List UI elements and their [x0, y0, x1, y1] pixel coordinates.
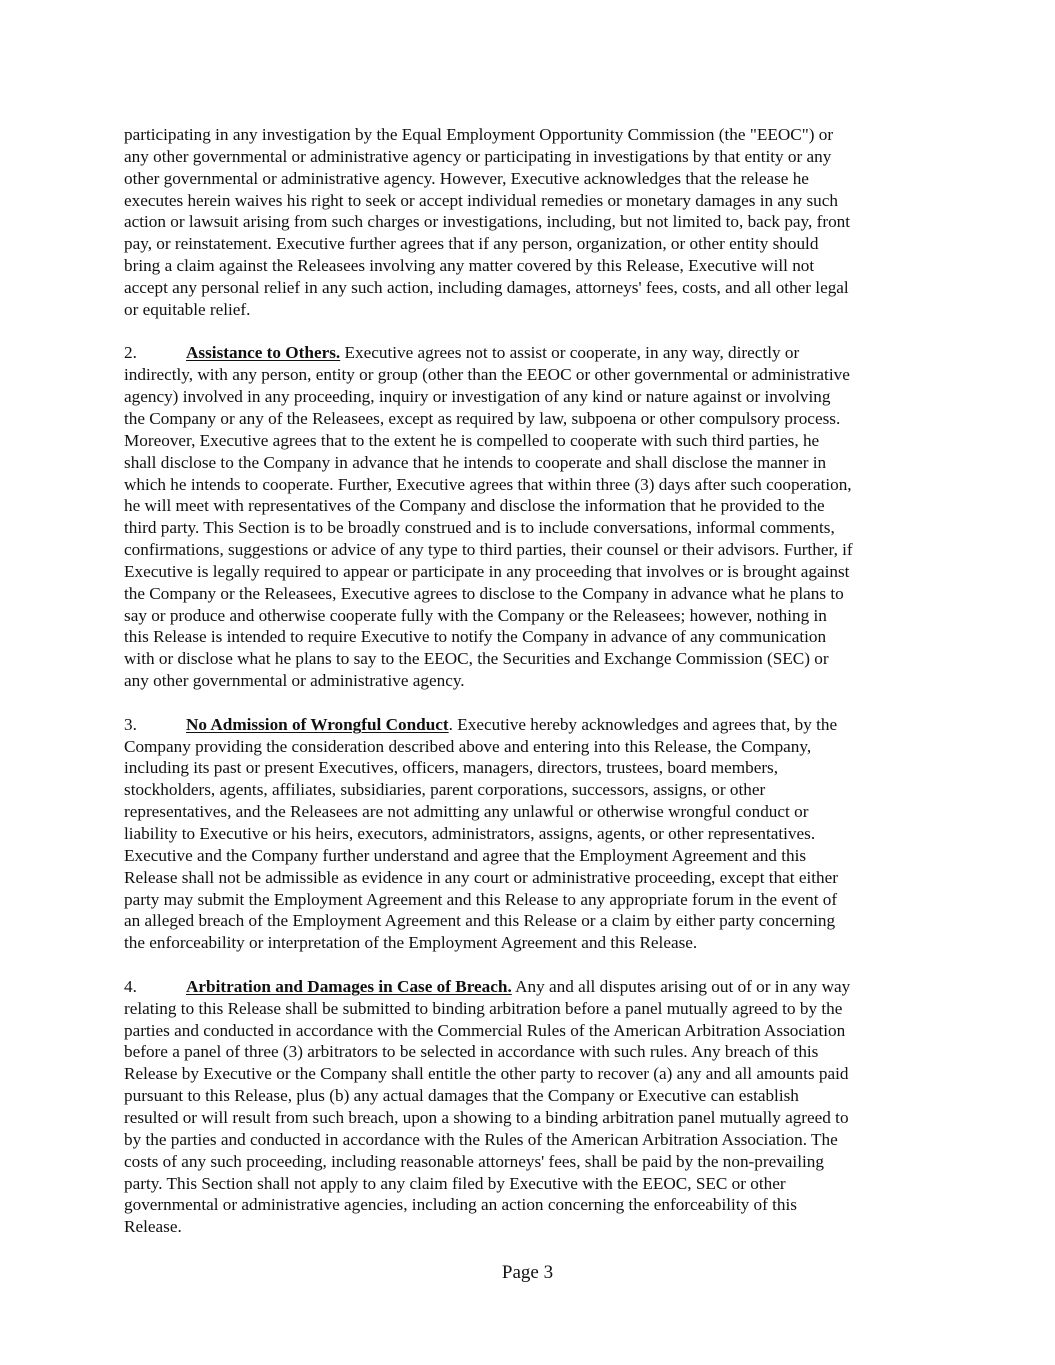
text-line: this Release is intended to require Executive to notify the Company in advance of any communication — [124, 627, 827, 647]
text-line: any other governmental or administrative agency. — [124, 671, 465, 691]
text-line: any other governmental or administrative agency or participating in investigations by that entity or any — [124, 146, 832, 166]
text-line: party. This Section shall not apply to any claim filed by Executive with the EEOC, SEC or other — [124, 1173, 786, 1193]
text-line: agency) involved in any proceeding, inquiry or investigation of any kind or nature against or involving — [124, 387, 831, 407]
text-line: Executive and the Company further understand and agree that the Employment Agreement and this — [124, 845, 807, 865]
section-first-line — [124, 976, 932, 998]
section-number: 4. — [124, 976, 137, 996]
text-line: the Company or the Releasees, Executive agrees to disclose to the Company in advance what he plans to — [124, 583, 844, 603]
text-line: by the parties and conducted in accordance with the Rules of the American Arbitration Association. The — [124, 1129, 838, 1149]
text-line: bring a claim against the Releasees involving any matter covered by this Release, Executive will not — [124, 256, 815, 276]
text-line: action or lawsuit arising from such charges or investigations, including, but not limited to, back pay, front — [124, 212, 851, 232]
text-line: accept any personal relief in any such action, including damages, attorneys' fees, costs, and all other legal — [124, 277, 849, 297]
text-line: pay, or reinstatement. Executive further agrees that if any person, organization, or other entity should — [124, 234, 819, 254]
text-line: parties and conducted in accordance with the Commercial Rules of the American Arbitration Association — [124, 1020, 846, 1040]
text-line: say or produce and otherwise cooperate fully with the Company or the Releasees; however, nothing in — [124, 605, 827, 625]
text-line: before a panel of three (3) arbitrators to be selected in accordance with such rules. Any breach of this — [124, 1042, 819, 1062]
section-heading: No Admission of Wrongful Conduct — [186, 714, 449, 734]
section-3-no-admission — [124, 714, 932, 954]
text-line: liability to Executive or his heirs, executors, administrators, assigns, agents, or other representatives. — [124, 824, 816, 843]
text-line: resulted or will result from such breach, upon a showing to a binding arbitration panel mutually agreed to — [124, 1107, 849, 1127]
text-line: he will meet with representatives of the Company and disclose the information that he provided to the — [124, 496, 825, 516]
text-line: confirmations, suggestions or advice of any type to third parties, their counsel or their advisors. Further, if — [124, 540, 853, 560]
section-number: 2. — [124, 343, 137, 363]
text-line: Moreover, Executive agrees that to the extent he is compelled to cooperate with such third parties, he — [124, 430, 820, 450]
text-line: Release. — [124, 1217, 182, 1237]
section-4-arbitration — [124, 976, 932, 1238]
text-line: participating in any investigation by the Equal Employment Opportunity Commission (the "EEOC") or — [124, 125, 834, 144]
section-first-line — [124, 714, 932, 736]
text-line: the Company or any of the Releasees, except as required by law, subpoena or other compulsory process. — [124, 408, 841, 428]
text-line: Executive is legally required to appear or participate in any proceeding that involves or is brought against — [124, 561, 850, 581]
paragraph-continuation — [124, 124, 932, 321]
text-line: third party. This Section is to be broadly construed and is to include conversations, informal comments, — [124, 518, 835, 538]
text-line: or equitable relief. — [124, 299, 251, 319]
section-first-line — [124, 342, 932, 364]
text-line: including its past or present Executives, officers, managers, directors, trustees, board members, — [124, 758, 779, 778]
text-fragment: Executive agrees not to assist or cooperate, in any way, directly or — [340, 343, 800, 363]
text-line: other governmental or administrative agency. However, Executive acknowledges that the release he — [124, 168, 809, 188]
section-heading: Assistance to Others. — [186, 343, 341, 363]
text-fragment: . Executive hereby acknowledges and agrees that, by the — [448, 714, 838, 734]
text-line: with or disclose what he plans to say to the EEOC, the Securities and Exchange Commission (SEC) or — [124, 649, 829, 669]
page-number: Page 3 — [501, 1262, 554, 1283]
text-line: indirectly, with any person, entity or group (other than the EEOC or other governmental or administrative — [124, 365, 850, 385]
text-line: Release by Executive or the Company shall entitle the other party to recover (a) any and all amounts paid — [124, 1064, 849, 1084]
text-line: an alleged breach of the Employment Agreement and this Release or a claim by either party concerning — [124, 911, 836, 931]
section-heading: Arbitration and Damages in Case of Breach. — [186, 976, 512, 996]
text-line: stockholders, agents, affiliates, subsidiaries, parent corporations, successors, assigns, or other — [124, 780, 766, 800]
text-line: which he intends to cooperate. Further, Executive agrees that within three (3) days after such cooperation, — [124, 474, 852, 494]
text-line: executes herein waives his right to seek or accept individual remedies or monetary damages in any such — [124, 190, 838, 210]
section-number: 3. — [124, 714, 137, 734]
text-line: relating to this Release shall be submitted to binding arbitration before a panel mutually agreed to by the — [124, 998, 843, 1018]
document-page — [124, 124, 932, 1260]
text-line: pursuant to this Release, plus (b) any actual damages that the Company or Executive can establish — [124, 1086, 799, 1106]
text-line: Company providing the consideration described above and entering into this Release, the Company, — [124, 736, 812, 756]
section-2-assistance-to-others — [124, 342, 932, 692]
text-line: costs of any such proceeding, including reasonable attorneys' fees, shall be paid by the non-prevailing — [124, 1151, 824, 1171]
text-line: representatives, and the Releasees are not admitting any unlawful or otherwise wrongful conduct or — [124, 802, 809, 822]
text-line: the enforceability or interpretation of the Employment Agreement and this Release. — [124, 933, 698, 953]
text-line: Release shall not be admissible as evidence in any court or administrative proceeding, except that either — [124, 867, 838, 887]
text-line: party may submit the Employment Agreement and this Release to any appropriate forum in the event of — [124, 889, 838, 909]
text-line: governmental or administrative agencies, including an action concerning the enforceability of this — [124, 1195, 797, 1215]
text-fragment: Any and all disputes arising out of or in any way — [511, 976, 851, 996]
text-line: shall disclose to the Company in advance that he intends to cooperate and shall disclose the manner in — [124, 452, 827, 472]
